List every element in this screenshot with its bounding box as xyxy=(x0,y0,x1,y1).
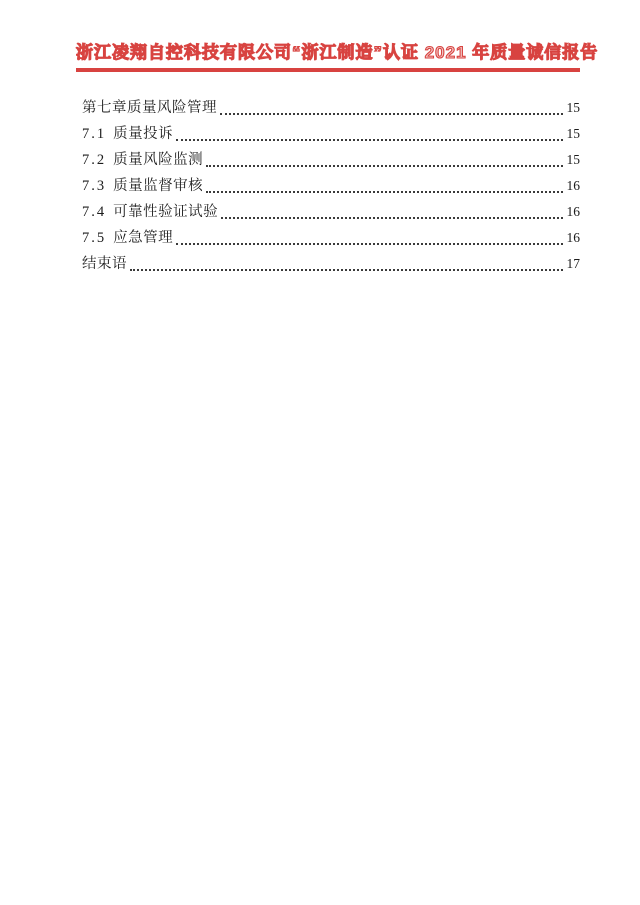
toc-page-number: 16 xyxy=(566,230,580,245)
table-of-contents xyxy=(82,96,580,278)
toc-entry-title: 可靠性验证试验 xyxy=(113,204,219,220)
toc-entry-title: 结束语 xyxy=(82,256,127,272)
header-company-name: 浙江凌翔自控科技有限公司 xyxy=(76,43,292,62)
toc-dot-leader xyxy=(220,113,563,115)
toc-entry-title: 质量监督审核 xyxy=(113,178,204,194)
header-report-title: “浙江制造”认证 2021 年质量诚信报告 xyxy=(292,43,599,62)
toc-page-number: 16 xyxy=(566,178,580,193)
toc-dot-leader xyxy=(176,243,562,245)
toc-entry-number: 7.5 xyxy=(82,230,107,246)
toc-entry-title: 第七章质量风险管理 xyxy=(82,100,217,116)
toc-entry[interactable] xyxy=(82,96,580,122)
header-rule xyxy=(76,68,580,72)
toc-entry-number: 7.1 xyxy=(82,126,107,142)
toc-entry[interactable] xyxy=(82,174,580,200)
toc-entry[interactable] xyxy=(82,200,580,226)
toc-dot-leader xyxy=(130,269,563,271)
toc-entry-title: 质量投诉 xyxy=(113,126,174,142)
toc-page-number: 15 xyxy=(566,126,580,141)
toc-entry[interactable] xyxy=(82,148,580,174)
toc-dot-leader xyxy=(221,217,562,219)
toc-entry[interactable] xyxy=(82,122,580,148)
toc-page-number: 17 xyxy=(566,256,580,271)
toc-entry-number: 7.4 xyxy=(82,204,107,220)
toc-page-number: 16 xyxy=(566,204,580,219)
toc-page-number: 15 xyxy=(566,100,580,115)
toc-entry-number: 7.3 xyxy=(82,178,107,194)
toc-entry[interactable] xyxy=(82,252,580,278)
toc-dot-leader xyxy=(176,139,562,141)
page-header xyxy=(76,38,599,72)
toc-dot-leader xyxy=(206,165,562,167)
toc-page-number: 15 xyxy=(566,152,580,167)
toc-entry[interactable] xyxy=(82,226,580,252)
toc-dot-leader xyxy=(206,191,562,193)
toc-entry-number: 7.2 xyxy=(82,152,107,168)
toc-entry-title: 应急管理 xyxy=(113,230,174,246)
toc-entry-title: 质量风险监测 xyxy=(113,152,204,168)
